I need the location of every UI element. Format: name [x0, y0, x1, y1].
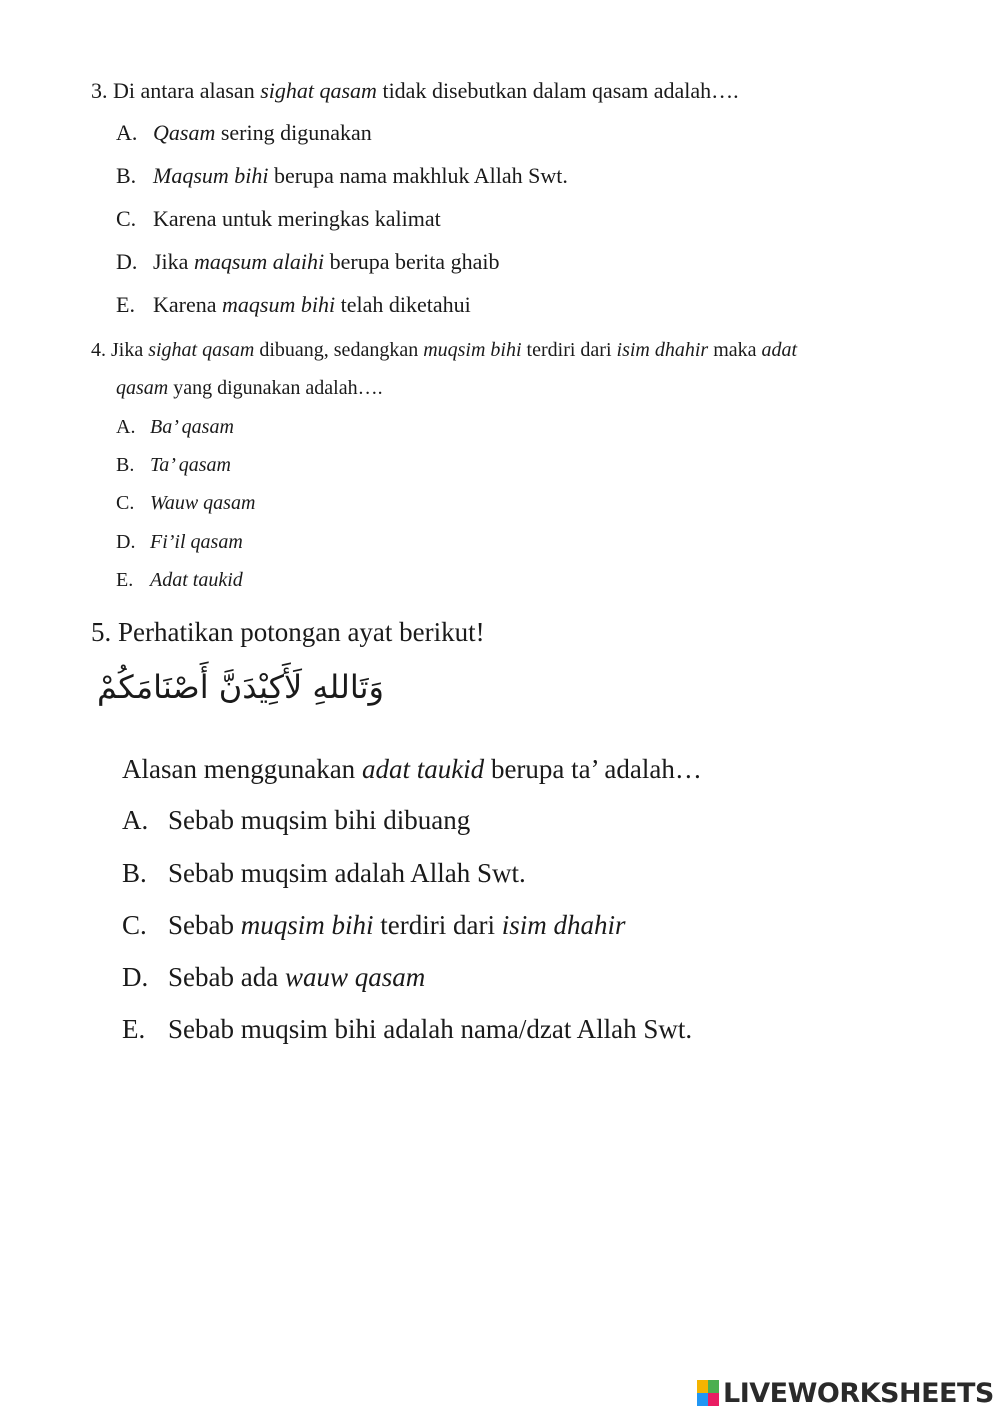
- question-5-option-b[interactable]: B. Sebab muqsim adalah Allah Swt.: [122, 858, 526, 888]
- question-3-option-e[interactable]: E. Karena maqsum bihi telah diketahui: [116, 292, 471, 317]
- question-4-option-b[interactable]: B. Ta’ qasam: [116, 454, 231, 476]
- question-number: 4.: [91, 339, 106, 361]
- watermark-text: LIVEWORKSHEETS: [723, 1377, 994, 1409]
- logo-square: [708, 1380, 719, 1393]
- question-5-prompt: Alasan menggunakan adat taukid berupa ta’ adalah…: [122, 754, 702, 784]
- question-4-stem-line-2: qasam yang digunakan adalah….: [116, 377, 383, 399]
- liveworksheets-logo-icon: [697, 1380, 719, 1406]
- question-5-option-e[interactable]: E. Sebab muqsim bihi adalah nama/dzat Allah Swt.: [122, 1014, 693, 1044]
- question-5-stem: 5. Perhatikan potongan ayat berikut!: [91, 617, 485, 647]
- question-number: 3.: [91, 78, 108, 103]
- option-letter: A.: [116, 120, 138, 145]
- option-letter: E.: [122, 1014, 146, 1044]
- logo-square: [708, 1393, 719, 1406]
- question-number: 5.: [91, 617, 112, 647]
- question-3-stem: 3. Di antara alasan sighat qasam tidak disebutkan dalam qasam adalah….: [91, 78, 739, 103]
- option-letter: A.: [116, 416, 136, 438]
- option-letter: B.: [116, 163, 137, 188]
- question-3-option-d[interactable]: D. Jika maqsum alaihi berupa berita ghaib: [116, 249, 500, 274]
- option-letter: C.: [116, 492, 135, 514]
- option-letter: D.: [116, 249, 138, 274]
- logo-square: [697, 1393, 708, 1406]
- question-4-option-a[interactable]: A. Ba’ qasam: [116, 416, 234, 438]
- question-5-option-c[interactable]: C. Sebab muqsim bihi terdiri dari isim dhahir: [122, 910, 626, 940]
- option-letter: C.: [122, 910, 147, 940]
- question-4-option-e[interactable]: E. Adat taukid: [116, 569, 243, 591]
- question-3-option-a[interactable]: A. Qasam sering digunakan: [116, 120, 372, 145]
- logo-square: [697, 1380, 708, 1393]
- option-letter: C.: [116, 206, 137, 231]
- question-3-option-c[interactable]: C. Karena untuk meringkas kalimat: [116, 206, 441, 231]
- arabic-verse: وَتَاللهِ لَأَكِيْدَنَّ أَصْنَامَكُمْ: [97, 668, 384, 706]
- option-letter: B.: [116, 454, 135, 476]
- question-5-option-d[interactable]: D. Sebab ada wauw qasam: [122, 962, 426, 992]
- liveworksheets-watermark: [697, 1378, 994, 1408]
- question-5-option-a[interactable]: A. Sebab muqsim bihi dibuang: [122, 805, 471, 835]
- option-letter: B.: [122, 858, 147, 888]
- question-3-option-b[interactable]: B. Maqsum bihi berupa nama makhluk Allah Swt.: [116, 163, 568, 188]
- option-letter: A.: [122, 805, 149, 835]
- option-letter: D.: [122, 962, 149, 992]
- option-letter: E.: [116, 292, 135, 317]
- question-4-option-d[interactable]: D. Fi’il qasam: [116, 531, 243, 553]
- option-letter: E.: [116, 569, 134, 591]
- option-letter: D.: [116, 531, 136, 553]
- question-4-option-c[interactable]: C. Wauw qasam: [116, 492, 256, 514]
- question-4-stem-line-1: 4. Jika sighat qasam dibuang, sedangkan muqsim bihi terdiri dari isim dhahir maka adat: [91, 339, 798, 361]
